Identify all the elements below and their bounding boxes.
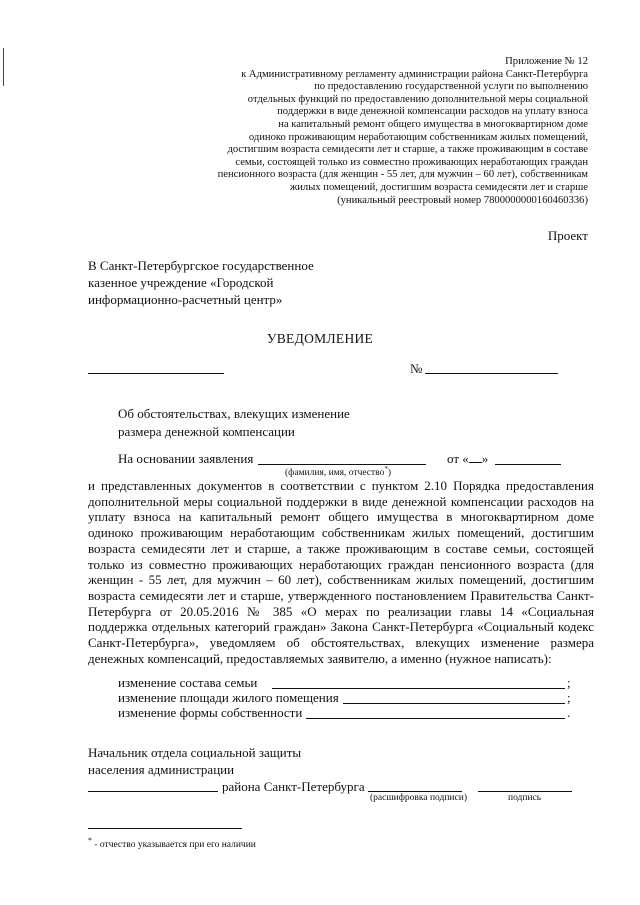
change-item-family (118, 675, 257, 691)
appendix-line: к Административному регламенту администрации района Санкт-Петербурга (241, 68, 588, 80)
change-label: изменение формы собственности (118, 705, 303, 720)
footnote-separator (88, 828, 242, 829)
addressee-line: В Санкт-Петербургское государственное (88, 258, 314, 273)
subject-line: размера денежной компенсации (118, 424, 295, 439)
date-from-close: » (481, 451, 489, 466)
signature-line (478, 791, 572, 792)
applicant-name-caption (285, 465, 391, 478)
scan-edge-mark (3, 48, 4, 86)
number-blank-line (425, 373, 558, 374)
date-month-line (495, 464, 561, 465)
change-item-ownership (118, 705, 302, 721)
addressee-block (88, 257, 314, 308)
footnote-mark: * (88, 836, 92, 845)
date-day-blank (469, 451, 482, 463)
footnote-text: - отчество указывается при его наличии (92, 840, 256, 851)
change-line-area (343, 703, 565, 704)
change-end-mark: ; (567, 675, 571, 690)
decode-signature-caption: (расшифровка подписи) (370, 793, 467, 803)
addressee-line: казенное учреждение «Городской (88, 275, 274, 290)
draft-status-label: Проект (547, 228, 588, 243)
signature-title-line1: Начальник отдела социальной защиты (88, 745, 302, 760)
basis-prefix: На основании заявления (118, 451, 254, 466)
change-label: изменение состава семьи (118, 675, 258, 690)
addressee-line: информационно-расчетный центр» (88, 292, 283, 307)
change-label: изменение площади жилого помещения (118, 690, 339, 705)
change-item-area (118, 690, 339, 706)
footnote (88, 836, 256, 850)
appendix-line: отдельных функций по предоставлению дополнительной меры социальной (247, 93, 588, 105)
appendix-line: поддержки в виде денежной компенсации расходов на уплату взноса (277, 106, 588, 118)
signature-caption: подпись (508, 793, 542, 803)
date-from-label (447, 451, 488, 467)
body-paragraph: и представленных документов в соответствии с пунктом 2.10 Порядка предоставления дополнительной меры социальной поддержки в виде денежной компенсации расходов на уплату взноса на капитальный ремонт общего имущества в многоквартирном доме одиноко проживающим неработающим собственникам жилых помещений, достигшим возраста семидесяти лет и старше, а также проживающим в составе семьи, состоящей только из совместно проживающих неработающих граждан пенсионного возраста (для женщин - 55 лет, для мужчин – 60 лет), собственникам жилых помещений, достигшим возраста семидесяти лет и старше, утвержденного постановлением Правительства Санкт-Петербурга от 20.05.2016 № 385 «О мерах по реализации главы 14 «Социальная поддержка отдельных категорий граждан» Закона Санкт-Петербурга «Социальный кодекс Санкт-Петербурга», уведомляем об обстоятельствах, влекущих изменение размера денежных компенсаций, предоставляемых заявителю, а именно (нужное написать): (88, 478, 594, 666)
signature-title-line2: населения администрации (88, 762, 235, 777)
date-from-open: от « (447, 451, 469, 466)
change-end-mark: . (567, 705, 571, 720)
decode-signature-line (368, 791, 462, 792)
appendix-line: жилых помещений, достигшим возраста семидесяти лет и старше (289, 181, 588, 193)
appendix-line: достигшим возраста семидесяти лет и старше, а также проживающим в составе (227, 144, 588, 156)
signature-district-line (88, 791, 218, 792)
caption-close: ) (387, 468, 392, 479)
date-blank-line (88, 373, 224, 374)
appendix-line: (уникальный реестровый номер 7800000000160460336) (337, 194, 588, 206)
signature-district: района Санкт-Петербурга (222, 779, 365, 794)
subject-block (118, 405, 350, 441)
subject-line: Об обстоятельствах, влекущих изменение (118, 406, 350, 421)
appendix-line: семьи, состоящей только из совместно проживающих неработающих граждан (235, 156, 588, 168)
number-label: № (410, 361, 423, 376)
change-end-mark: ; (567, 690, 571, 705)
document-title: УВЕДОМЛЕНИЕ (266, 331, 374, 346)
appendix-line: пенсионного возраста (для женщин - 55 лет, для мужчин – 60 лет), собственникам (217, 169, 588, 181)
change-line-ownership (306, 718, 565, 719)
change-line-family (272, 688, 565, 689)
appendix-line: Приложение № 12 (505, 56, 588, 67)
appendix-line: по предоставлению государственной услуги по выполнению (314, 81, 588, 93)
appendix-header (190, 56, 588, 207)
footnote-mark-ref: * (384, 465, 388, 473)
caption-text: (фамилия, имя, отчество (285, 468, 385, 479)
appendix-line: одиноко проживающим неработающим собственникам жилых помещений, (248, 131, 588, 143)
appendix-line: на капитальный ремонт общего имущества в многоквартирном доме (278, 118, 588, 130)
